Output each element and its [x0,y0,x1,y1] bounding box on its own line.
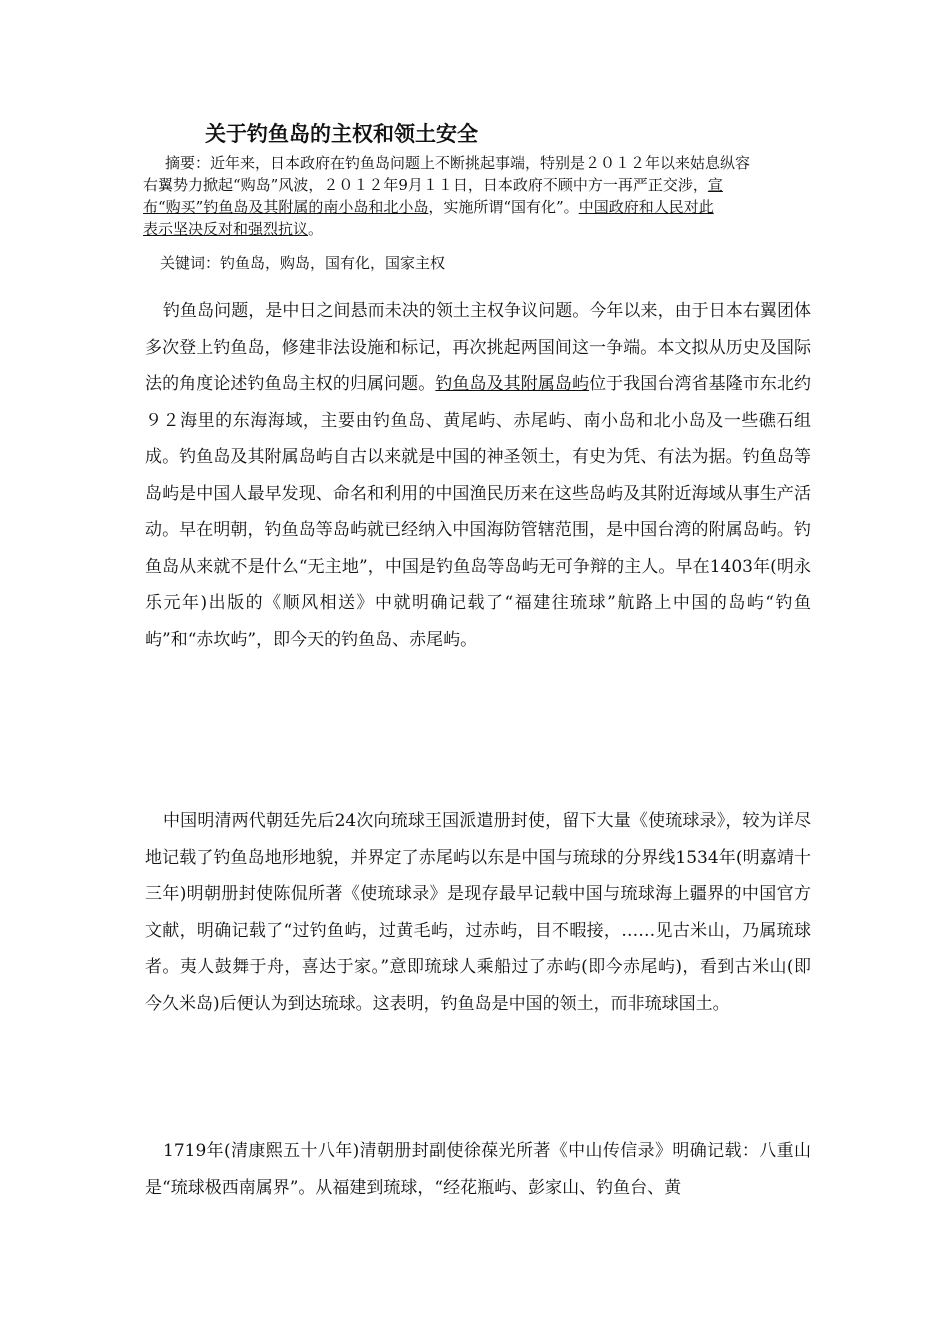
abstract-line-2 [143,174,813,196]
abstract-line-1: 摘要：近年来，日本政府在钓鱼岛问题上不断挑起事端，特别是２０１２年以来姑息纵容 [165,154,751,172]
abstract-text: 右翼势力掀起“购岛”风波，２０１２年9月１１日，日本政府不顾中方一再严正交涉， [143,176,708,194]
paragraph-text: 1719年(清康熙五十八年)清朝册封副使徐葆光所著《中山传信录》明确记载：八重山是“琉球极西南属界”。从福建到琉球，“经花瓶屿、彭家山、钓鱼台、黄 [145,1141,811,1198]
abstract-text: 。 [308,220,324,238]
abstract-line-3 [143,196,813,218]
abstract [143,152,813,240]
abstract-text: ，实施所谓“国有化”。 [428,198,579,216]
abstract-underlined: 布“购买”钓鱼岛及其附属的南小岛和北小岛 [143,198,429,216]
body-paragraph-2 [145,803,811,1022]
keywords: 关键词：钓鱼岛，购岛，国有化，国家主权 [160,254,446,272]
paragraph-text: 位于我国台湾省基隆市东北约９２海里的东海海域，主要由钓鱼岛、黄尾屿、赤尾屿、南小岛和北小岛及一些礁石组成。钓鱼岛及其附属岛屿自古以来就是中国的神圣领土，有史为凭、有法为据。钓鱼岛等岛屿是中国人最早发现、命名和利用的中国渔民历来在这些岛屿及其附近海域从事生产活动。早在明朝，钓鱼岛等岛屿就已经纳入中国海防管辖范围，是中国台湾的附属岛屿。钓鱼岛从来就不是什么“无主地”，中国是钓鱼岛等岛屿无可争辩的主人。早在1403年(明永乐元年)出版的《顺风相送》中就明确记载了“福建往琉球”航路上中国的岛屿“钓鱼屿”和“赤坎屿”，即今天的钓鱼岛、赤尾屿。 [145,374,812,650]
body-paragraph-1 [145,293,811,658]
paragraph-text: 中国明清两代朝廷先后24次向琉球王国派遣册封使，留下大量《使琉球录》，较为详尽地记载了钓鱼岛地形地貌，并界定了赤尾屿以东是中国与琉球的分界线1534年(明嘉靖十三年)明朝册封使陈侃所著《使琉球录》是现存最早记载中国与琉球海上疆界的中国官方文献，明确记载了“过钓鱼屿，过黄毛屿，过赤屿，目不暇接，……见古米山，乃属琉球者。夷人鼓舞于舟，喜达于家。”意即琉球人乘船过了赤屿(即今赤尾屿)，看到古米山(即今久米岛)后便认为到达琉球。这表明，钓鱼岛是中国的领土，而非琉球国土。 [145,811,811,1014]
abstract-underlined: 中国政府和人民对此 [578,198,714,216]
abstract-underlined: 表示坚决反对和强烈抗议 [143,220,309,238]
document-title: 关于钓鱼岛的主权和领土安全 [205,122,478,146]
paragraph-text: 钓鱼岛问题，是中日之间悬而未决的领土主权争议问题。今年以来，由于日本右翼团体多次登上钓鱼岛，修建非法设施和标记，再次挑起两国间这一争端。本文拟从历史及国际法的角度论述钓鱼岛主权的归属问题。 [145,301,811,394]
paragraph-underlined: 钓鱼岛及其附属岛屿 [435,374,590,394]
abstract-underlined: 宣 [707,176,723,194]
body-paragraph-3 [145,1133,811,1206]
abstract-line-4 [143,218,813,240]
